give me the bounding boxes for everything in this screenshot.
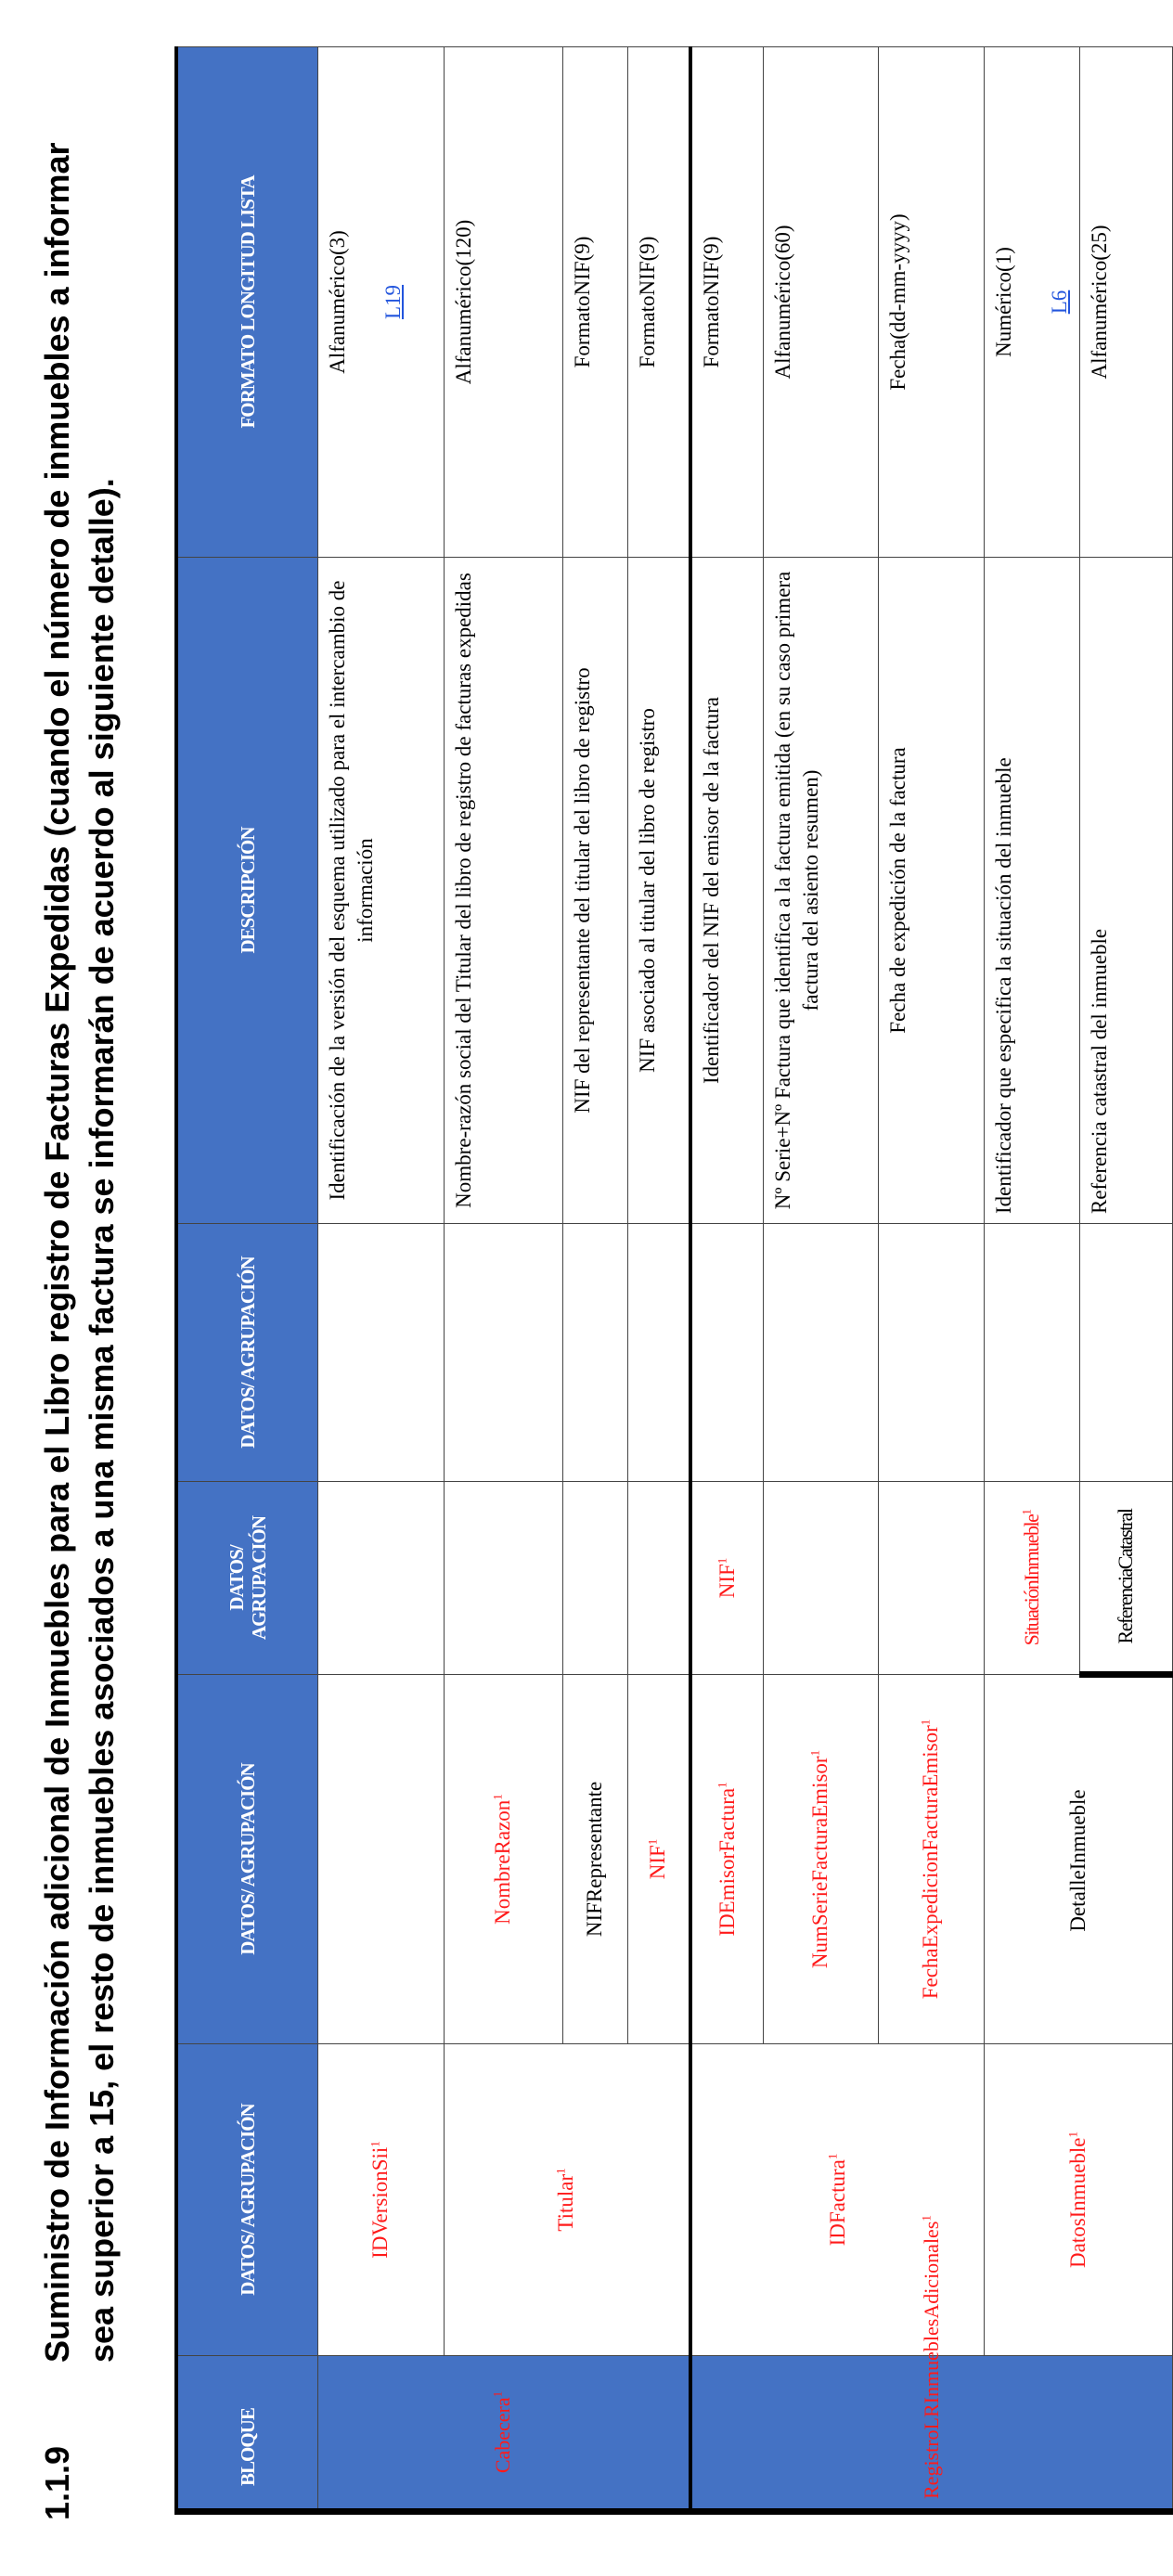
description-idemisorfactura: Identificador del NIF del emisor de la factura [690,558,763,1224]
field-idemisorfactura: IDEmisorFactura$^1$ [690,1675,763,2044]
format-situacioninmueble: Numérico(1) L6 [984,47,1079,558]
description-nifrepresentante: NIF del representante del titular del libro de registro [562,558,627,1224]
list-l6-link[interactable]: L6 [1047,290,1071,315]
header-datos-2: DATOS/ AGRUPACIÓN [176,1675,317,2044]
empty-cell [1079,1224,1172,1482]
empty-cell [317,1675,444,2044]
field-nif: NIF$^1$ [627,1675,690,2044]
invoice-property-table [174,46,1173,2515]
empty-cell [878,1482,984,1675]
table-row [444,47,562,2512]
empty-cell [317,1482,444,1675]
field-titular: Titular$^1$ [444,2044,690,2356]
section-title: Suministro de Información adicional de Inmuebles para el Libro registro de Facturas Expedidas (cuando el número de inmuebles a informar sea superior a 15, el resto de inmuebles asociados a una misma factura se informarán de acuerdo al siguiente detalle). [38,142,121,2363]
empty-cell [444,1482,562,1675]
table-row [690,47,763,2512]
description-referenciacatastral: Referencia catastral del inmueble [1079,558,1172,1224]
bloque-cabecera: Cabecera$^1$ [317,2356,690,2512]
table-row [317,47,444,2512]
format-idemisorfactura: FormatoNIF(9) [690,47,763,558]
format-nifrepresentante: FormatoNIF(9) [562,47,627,558]
header-formato: FORMATO LONGITUD LISTA [176,47,317,558]
field-situacioninmueble: SituaciónInmueble$^1$ [984,1482,1079,1675]
description-numseriefacturaemisor: Nº Serie+Nº Factura que identifica a la factura emitida (en su caso primera factura del asiento resumen) [763,558,878,1224]
format-fechaexpedicion: Fecha(dd-mm-yyyy) [878,47,984,558]
empty-cell [562,1482,627,1675]
field-nifrepresentante: NIFRepresentante [562,1675,627,2044]
field-idfactura: IDFactura$^1$ [690,2044,984,2356]
format-referenciacatastral: Alfanumérico(25) [1079,47,1172,558]
format-numseriefacturaemisor: Alfanumérico(60) [763,47,878,558]
field-referenciacatastral: ReferenciaCatastral [1079,1482,1172,1675]
field-idversionsii: IDVersionSii$^1$ [317,2044,444,2356]
field-fechaexpedicion: FechaExpedicionFacturaEmisor$^1$ [878,1675,984,2044]
list-l19-link[interactable]: L19 [380,284,405,320]
empty-cell [627,1482,690,1675]
description-fechaexpedicion: Fecha de expedición de la factura [878,558,984,1224]
empty-cell [984,1224,1079,1482]
section-number: 1.1.9 [38,2445,76,2520]
header-row [176,47,317,2512]
empty-cell [763,1224,878,1482]
header-datos-1: DATOS/ AGRUPACIÓN [176,2044,317,2356]
description-nif: NIF asociado al titular del libro de registro [627,558,690,1224]
format-nif: FormatoNIF(9) [627,47,690,558]
description-situacioninmueble: Identificador que especifica la situación del inmueble [984,558,1079,1224]
bloque-registro: RegistroLRInmueblesAdicionales$^1$ [690,2356,1172,2512]
empty-cell [444,1224,562,1482]
field-detalleinmueble: DetalleInmueble [984,1675,1172,2044]
format-nombrerazon: Alfanumérico(120) [444,47,562,558]
description-idversionsii: Identificación de la versión del esquema utilizado para el intercambio de información [317,558,444,1224]
field-datosinmueble: DatosInmueble$^1$ [984,2044,1172,2356]
empty-cell [562,1224,627,1482]
header-datos-4: DATOS/ AGRUPACIÓN [176,1224,317,1482]
header-datos-3: DATOS/ AGRUPACIÓN [176,1482,317,1675]
table-row [984,47,1079,2512]
header-bloque: BLOQUE [176,2356,317,2512]
description-nombrerazon: Nombre-razón social del Titular del libro de registro de facturas expedidas [444,558,562,1224]
header-descripcion: DESCRIPCIÓN [176,558,317,1224]
empty-cell [317,1224,444,1482]
empty-cell [763,1482,878,1675]
field-nombrerazon: NombreRazon$^1$ [444,1675,562,2044]
format-idversionsii: Alfanumérico(3) L19 [317,47,444,558]
field-numseriefacturaemisor: NumSerieFacturaEmisor$^1$ [763,1675,878,2044]
empty-cell [878,1224,984,1482]
empty-cell [690,1224,763,1482]
field-nif-emisor: NIF$^1$ [690,1482,763,1675]
empty-cell [627,1224,690,1482]
